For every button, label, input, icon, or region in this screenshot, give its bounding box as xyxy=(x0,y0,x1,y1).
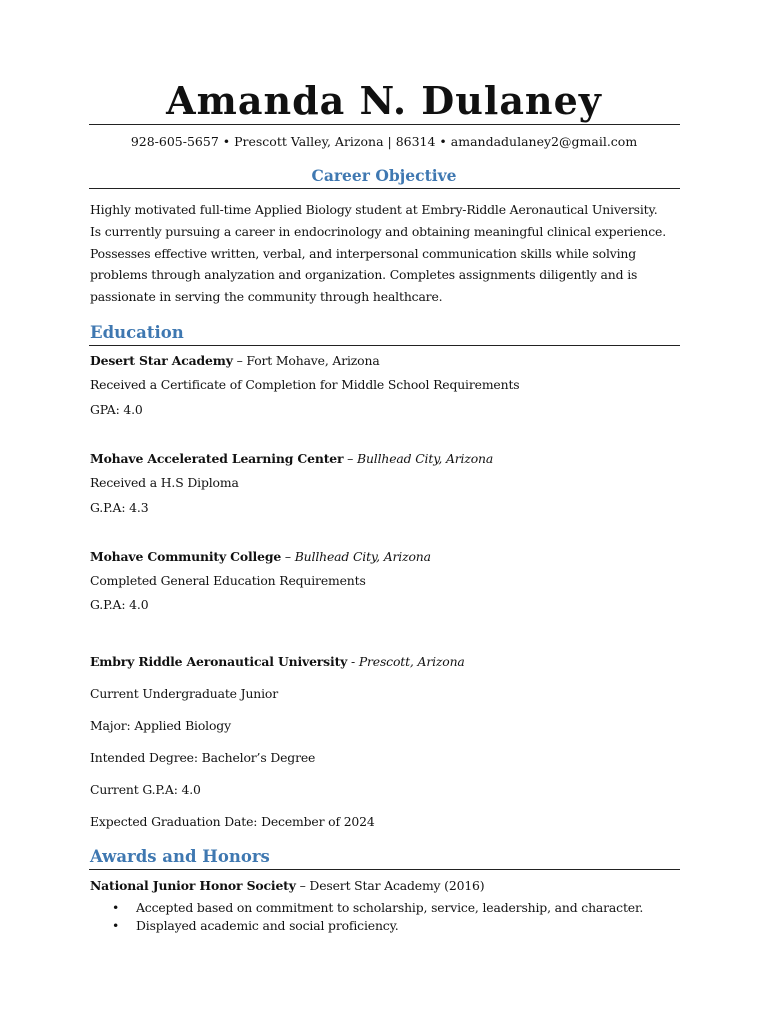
bullet-icon: • xyxy=(112,900,120,915)
header-divider xyxy=(89,124,680,125)
awards-heading: Awards and Honors xyxy=(90,847,270,866)
school-separator: – xyxy=(232,353,247,368)
school-entry xyxy=(90,548,431,566)
school-name: Embry Riddle Aeronautical University xyxy=(90,654,348,669)
school-detail: Received a Certificate of Completion for Middle School Requirements xyxy=(90,377,520,392)
school-entry xyxy=(90,352,380,370)
award-suffix: – Desert Star Academy (2016) xyxy=(295,878,485,893)
school-detail: Completed General Education Requirements xyxy=(90,573,366,588)
candidate-name: Amanda N. Dulaney xyxy=(166,78,602,123)
award-entry xyxy=(90,877,484,895)
school-name: Mohave Accelerated Learning Center xyxy=(90,451,344,466)
award-bullet xyxy=(112,899,643,917)
school-detail: Current Undergraduate Junior xyxy=(90,686,279,701)
school-gpa: G.P.A: 4.0 xyxy=(90,597,149,612)
bullet-icon: • xyxy=(112,918,120,933)
school-detail: Expected Graduation Date: December of 2024 xyxy=(90,814,375,829)
award-bullet xyxy=(112,917,399,935)
contact-line: 928-605-5657 • Prescott Valley, Arizona | 86314 • amandadulaney2@gmail.com xyxy=(130,134,638,149)
school-location: Bullhead City, Arizona xyxy=(357,451,494,466)
school-separator: - xyxy=(347,654,359,669)
awards-divider xyxy=(89,869,680,870)
education-divider xyxy=(89,345,680,346)
education-heading: Education xyxy=(90,323,184,342)
school-gpa: Current G.P.A: 4.0 xyxy=(90,782,201,797)
award-bullet-text: Displayed academic and social proficiency. xyxy=(136,918,399,933)
school-gpa: GPA: 4.0 xyxy=(90,402,143,417)
school-name: Desert Star Academy xyxy=(90,353,233,368)
school-entry xyxy=(90,653,465,671)
school-location: Bullhead City, Arizona xyxy=(294,549,431,564)
career-objective-heading: Career Objective xyxy=(311,166,457,185)
award-bullet-text: Accepted based on commitment to scholarship, service, leadership, and character. xyxy=(136,900,644,915)
school-separator: – xyxy=(343,451,357,466)
school-name: Mohave Community College xyxy=(90,549,282,564)
award-title: National Junior Honor Society xyxy=(90,878,296,893)
school-detail: Intended Degree: Bachelor’s Degree xyxy=(90,750,316,765)
school-detail: Received a H.S Diploma xyxy=(90,475,239,490)
school-detail: Major: Applied Biology xyxy=(90,718,231,733)
school-gpa: G.P.A: 4.3 xyxy=(90,500,149,515)
school-separator: – xyxy=(281,549,295,564)
objective-divider xyxy=(89,188,680,189)
school-location: Fort Mohave, Arizona xyxy=(246,353,380,368)
school-location: Prescott, Arizona xyxy=(358,654,465,669)
career-objective-text: Highly motivated full-time Applied Biology student at Embry-Riddle Aeronautical University. Is currently pursuing a career in endocrinology and obtaining meaningful clinical experience. Possesses effective written, verbal, and interpersonal communication skills while solving problems through analyzation and organization. Completes assignments diligently and is passionate in serving the community through healthcare. xyxy=(90,202,667,305)
school-entry xyxy=(90,450,493,468)
